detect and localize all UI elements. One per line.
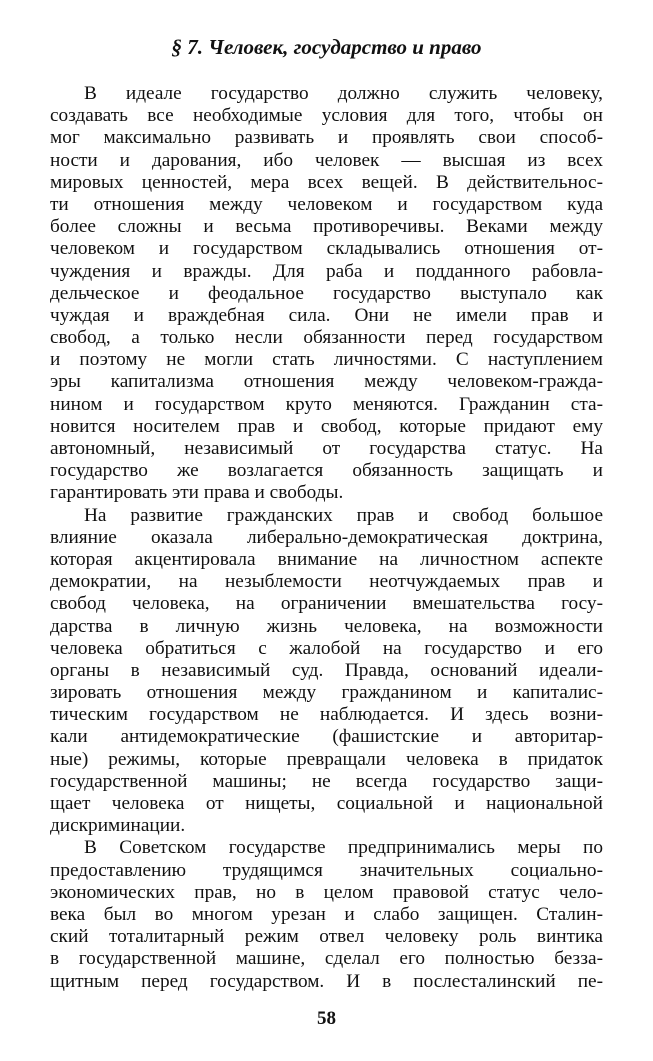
text-line: государственной машины; не всегда государство защи-: [50, 770, 603, 792]
text-line: мог максимально развивать и проявлять свои способ-: [50, 127, 603, 149]
paragraph: [50, 837, 603, 992]
text-line: свобод, а только несли обязанности перед государством: [50, 327, 603, 349]
text-line: государство же возлагается обязанность защищать и: [50, 460, 603, 482]
text-line: предоставлению трудящимся значительных социально-: [50, 859, 603, 881]
text-line: человеком и государством складывались отношения от-: [50, 238, 603, 260]
text-line: и поэтому не могли стать личностями. С наступлением: [50, 349, 603, 371]
text-line: ти отношения между человеком и государством куда: [50, 193, 603, 215]
text-line: человека обратиться с жалобой на государство и его: [50, 637, 603, 659]
text-line: дельческое и феодальное государство выступало как: [50, 282, 603, 304]
text-line: эры капитализма отношения между человеком-гражда-: [50, 371, 603, 393]
section-heading: § 7. Человек, государство и право: [171, 35, 482, 59]
text-line: века был во многом урезан и слабо защищен. Сталин-: [50, 903, 603, 925]
text-line: органы в независимый суд. Правда, оснований идеали-: [50, 659, 603, 681]
text-line: экономических прав, но в целом правовой статус чело-: [50, 881, 603, 903]
text-line: автономный, независимый от государства статус. На: [50, 438, 603, 459]
page-number: 58: [317, 1008, 336, 1029]
text-line: чуждения и вражды. Для раба и подданного рабовла-: [50, 260, 603, 282]
text-line: новится носителем прав и свобод, которые придают ему: [50, 415, 603, 437]
text-line: тическим государством не наблюдается. И здесь возни-: [50, 704, 603, 726]
text-line: ности и дарования, ибо человек — высшая из всех: [50, 149, 603, 171]
text-line: мировых ценностей, мера всех вещей. В действительнос-: [50, 171, 603, 193]
body-text: [50, 83, 603, 993]
text-line: свобод человека, на ограничении вмешательства госу-: [50, 593, 603, 615]
text-line: влияние оказала либерально-демократическая доктрина,: [50, 526, 603, 548]
text-line: более сложны и весьма противоречивы. Веками между: [50, 216, 603, 238]
text-line: зировать отношения между гражданином и капиталис-: [50, 682, 603, 704]
text-line: На развитие гражданских прав и свобод большое: [84, 504, 603, 526]
text-line: ский тоталитарный режим отвел человеку роль винтика: [50, 926, 603, 948]
text-line: В Советском государстве предпринимались меры по: [84, 837, 603, 859]
text-line: в государственной машине, сделал его полностью безза-: [50, 948, 603, 970]
text-line: ные) режимы, которые превращали человека в придаток: [50, 748, 603, 770]
text-line: В идеале государство должно служить человеку,: [84, 83, 603, 104]
text-line: кали антидемократические (фашистские и авторитар-: [50, 726, 603, 748]
text-line: демократии, на незыблемости неотчуждаемых прав и: [50, 571, 603, 593]
paragraph: [50, 505, 603, 838]
text-line: гарантировать эти права и свободы.: [50, 482, 344, 504]
text-line: дарства в личную жизнь человека, на возможности: [50, 615, 603, 637]
text-line: нином и государством круто меняются. Гражданин ста-: [50, 393, 603, 415]
paragraph: [50, 83, 603, 505]
text-line: щает человека от нищеты, социальной и национальной: [50, 793, 603, 814]
text-line: чуждая и враждебная сила. Они не имели прав и: [50, 304, 603, 326]
text-line: щитным перед государством. И в послесталинский пе-: [50, 970, 603, 992]
text-line: которая акцентировала внимание на личностном аспекте: [50, 548, 603, 570]
text-line: дискриминации.: [50, 815, 186, 837]
text-line: создавать все необходимые условия для того, чтобы он: [50, 105, 603, 127]
